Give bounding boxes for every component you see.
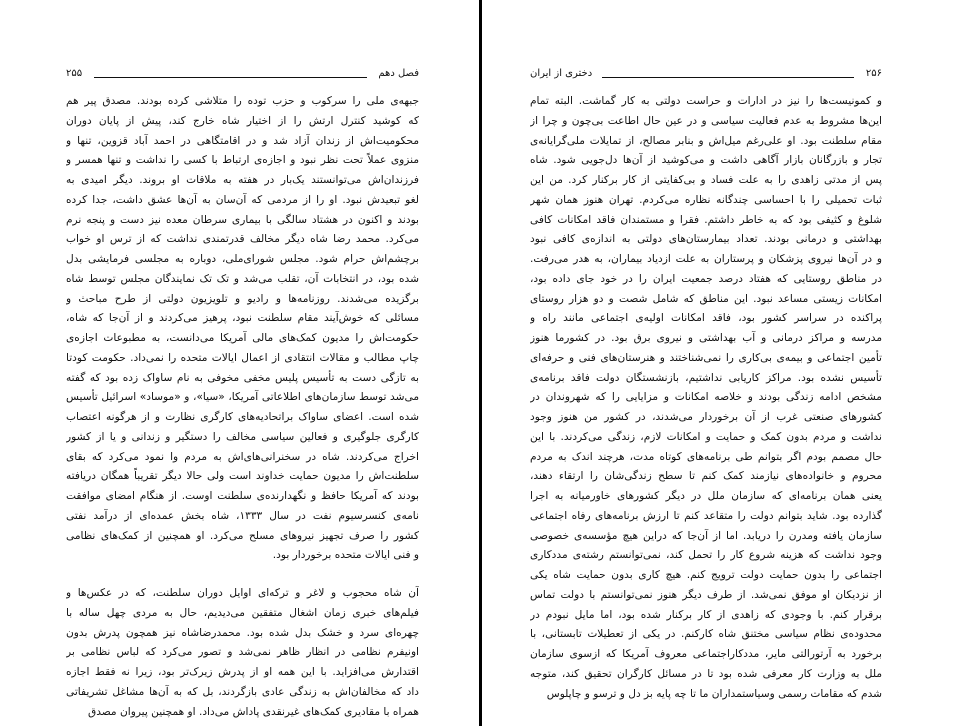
text-line: این‌ها مشروط به عدم فعالیت سیاسی و در عین حال اطاعت بی‌چون و چرا از [530, 114, 882, 127]
text-line: حکومت‌اش را مدیون کمک‌های مالی آمریکا می‌دانست، به مطبوعات اجازه‌ی [66, 332, 419, 344]
text-line: اخراج می‌کردند. شاه در سخنرانی‌های‌اش به مردم وا نمود می‌کرد که بقای [66, 450, 419, 463]
text-line: و فنی ایالات متحده برخوردار بود. [272, 549, 419, 562]
right-page-body [530, 92, 882, 704]
text-line: اجتماعی را بدون حمایت دولت ترویج کنم. هیچ کاری بدون حمایت شاه یکی [530, 569, 882, 581]
text-line: به تازگی دست به تأسیس پلیس مخفی مخوفی به نام ساواک زده بود که گفته [66, 371, 419, 384]
text-line: شده است. اعضای ساواک براتحادیه‌های کارگری نظارت و از هرگونه اعتصاب [66, 411, 419, 423]
text-line: اقتدارش می‌افزاید. با این همه او از پدرش زیرک‌تر بود، زیرا نه فقط اجازه [66, 666, 419, 678]
text-line: در مناطق روستایی که هفتاد درصد جمعیت ایران را در خود جای داده بود، [530, 272, 882, 285]
text-line: ملل به وزارت کار معرفی شده بود تا در مسائل کارگران تحقیق کند، متوجه [530, 667, 882, 680]
text-line: جبهه‌ی ملی را سرکوب و حزب توده را متلاشی کرده بودند. مصدق پیر هم [66, 95, 419, 107]
text-line: شدم که مقامات رسمی وسیاستمداران ما تا چه پایه بز دل و ترسو و چاپلوس [546, 687, 882, 700]
text-line: اونیفرم نظامی در انظار ظاهر نمی‌شد و تصور می‌کرد که لباس نظامی بر [66, 646, 419, 659]
text-line: مدرسه و مراکز درمانی و آب بهداشتی و نیروی برق بود. در کشورما هنوز [530, 332, 882, 344]
text-line: که کوشید کنترل ارتش را از اختیار شاه خارج کند، پیش از پایان دوران [66, 114, 419, 127]
text-line: و در آن‌ها نیروی پزشکان و پرستاران به علت ازدیاد بیماران، به هدر می‌رفت. [530, 253, 882, 265]
text-line: شلوغ و کثیفی بود که به خاطر داشتم. فقرا و مستمندان فاقد امکانات کافی [530, 213, 882, 226]
left-header-rule [94, 77, 367, 78]
text-line: تجار و بازرگانان بازار آگاهی داشت و می‌کوشید از آن‌ها دل‌جویی شود. شاه [530, 154, 882, 167]
text-line: همراه با مقادیری کمک‌های غیرنقدی پاداش می‌داد. او همچنین پیروان مصدق [87, 705, 419, 718]
text-line: آن شاه محجوب و لاغر و ترکه‌ای اوایل دوران سلطنت، که در عکس‌ها و [66, 587, 419, 599]
text-line: حال مصمم بودم اگر بتوانم طی برنامه‌های کوتاه مدت، هرچند اندک به مردم [530, 450, 882, 463]
text-line: برقرار کنم. با وجودی که زاهدی از کار برکنار شده بود، اما مایل نبودم در [530, 608, 882, 621]
text-line: و کمونیست‌ها را نیز در ادارات و حراست دولتی به کار گماشت. البته تمام [530, 95, 882, 107]
text-line: گذارده بود. شاید بتوانم دولت را متقاعد کنم تا ارزش برنامه‌های رفاه اجتماعی [530, 509, 882, 522]
text-line: بودند و اکنون در هشتاد سالگی با بیماری سرطان معده نیز دست و پنجه نرم [66, 213, 419, 226]
text-line: پس از مدتی زاهدی را به علت فساد و بی‌کفایتی از کار برکنار کرد. من این [530, 174, 882, 186]
text-line: مسائلی که خوش‌آیند مقام سلطنت نبود، پرهیز می‌کردند و از آن‌جا که شاه، [66, 312, 419, 325]
text-line: می‌کرد. محمد رضا شاه دیگر مخالف قدرتمندی نداشت که از ترس او خواب [66, 233, 419, 246]
text-line: امکانات زیستی مساعد نبود. این مناطق که شامل شصت و دو هزار روستای [530, 292, 882, 305]
text-line: شده بود، در انتخابات آن، تقلب می‌شد و تک تک نمایندگان مجلس توسط شاه [66, 272, 419, 285]
text-line: تأمین اجتماعی و بیمه‌ی بی‌کاری را نمی‌شناختند و هنرستان‌های فنی و حرفه‌ای [530, 351, 882, 364]
text-line: کشورهای صنعتی غرب از آن برخوردار می‌شدند، در کشور من هنوز وجود [530, 411, 882, 423]
text-line: لغو تبعیدش نبود. او را از مردمی که آن‌سان به آن‌ها عشق داشت، جدا کرده [66, 193, 419, 206]
text-line: نداشت و مردم بدون کمک و حمایت و امکانات لازم، زندگی می‌کردند. با این [530, 430, 882, 443]
text-line: برچشم‌اش حرام شود. مجلس شورای‌ملی، دوباره به مجلسی فرمایشی بدل [66, 253, 419, 265]
right-page-number: ۲۵۶ [865, 68, 882, 79]
right-page-header [530, 66, 882, 82]
text-line: سازمان یافته ومدرن را دریابد. اما از آن‌جا که دراین هیچ مؤسسه‌ی خصوصی [530, 529, 882, 542]
text-line: برگزیده می‌شدند. روزنامه‌ها و رادیو و تلویزیون دولتی از طرح مباحث و [66, 292, 419, 305]
paragraph-gap [66, 566, 419, 584]
text-line: از نزدیکان او موفق نمی‌شد. از طرف دیگر هنوز نمی‌توانستم با دولت تماس [530, 588, 882, 601]
text-line: یعنی همان برنامه‌ای که سازمان ملل در دیگر کشورهای خاورمیانه به اجرا [530, 490, 882, 502]
text-line: محروم و خانواده‌های نیازمند کمک کنم تا سطح زندگی‌شان را ارتقاء دهند، [530, 470, 882, 483]
right-page [482, 0, 955, 726]
text-line: بودند که آمریکا حافظ و نگهدارنده‌ی سلطنت اوست. از هنگام امضای موافقت [66, 490, 419, 502]
text-line: فرزندان‌اش می‌توانستند یک‌بار در هفته به ملاقات او بروند. دیگر امیدی به [66, 174, 419, 186]
text-line: فیلم‌های خبری زمان اشغال متفقین می‌دیدیم، حال به مردی چهل ساله با [66, 606, 419, 619]
text-line: برخورد به آرتورالتی مایر، مددکاراجتماعی معروف آمریکا که ازسوی سازمان [530, 648, 882, 660]
left-page-header [66, 66, 419, 82]
text-line: نامه‌ی کنسرسیوم نفت در سال ۱۳۳۳، شاه بخش عمده‌ای از درآمد نفتی [66, 509, 419, 522]
left-page-body [66, 92, 419, 722]
right-header-rule [602, 77, 854, 78]
text-line: کشور را صرف تجهیز نیروهای مسلح می‌کرد. او همچنین از کمک‌های نظامی [66, 529, 419, 542]
text-line: داد که مخالفان‌اش به زندگی عادی بازگردند، بل که به آن‌ها مشاغل تشریفاتی [66, 685, 419, 698]
right-book-title: دختری از ایران [530, 68, 593, 79]
left-chapter-title: فصل دهم [378, 68, 419, 79]
text-line: بهداشتی و درمانی بودند. تعداد بیمارستان‌های دولتی به اندازه‌ی کافی نبود [530, 233, 882, 246]
left-page-number: ۲۵۵ [66, 68, 83, 79]
text-line: می‌شد توسط سازمان‌های اطلاعاتی آمریکا، «سیا»، و «موساد» اسرائیل تأسیس [66, 391, 419, 404]
text-line: محدوده‌ی نظام سیاسی مختنق شاه کارکنم. در یکی از تعطیلات تابستانی، با [530, 628, 882, 641]
text-line: کارگری جلوگیری و فعالین سیاسی مخالف را دستگیر و زندانی و یا از کشور [66, 430, 419, 443]
text-line: پراکنده در سراسر کشور بود، فاقد امکانات اولیه‌ی اجتماعی مانند راه و [530, 312, 882, 325]
text-line: سلطنت‌اش را مدیون حمایت خداوند است ولی حالا دیگر تقریباً همگان دریافته [66, 470, 419, 483]
text-line: تأسیس نشده بود. مراکز کاریابی نداشتیم، بازنشستگان دولت فاقد برنامه‌ی [530, 371, 882, 384]
text-line: چهره‌ای سرد و خشک بدل شده بود. محمدرضاشاه نیز همچون پدرش بدون [66, 626, 419, 639]
text-line: مقام سلطنت بود. او علی‌رغم میل‌اش و بنابر مصالح، از تمایلات ملی‌گرایانه‌ی [530, 134, 882, 147]
text-line: ثبات تحمیلی را با احساسی چندگانه نظاره می‌کردم. تهران هنوز همان شهر [530, 193, 882, 206]
text-line: محکومیت‌اش از زندان آزاد شد و در اقامتگاهی در احمد آباد قزوین، تنها و [66, 134, 419, 147]
text-line: مشخص ادامه زندگی بودند و خلاصه امکانات و مزایایی را که شهروندان در [530, 391, 882, 404]
text-line: منزوی عملاً تحت نظر نبود و اجازه‌ی ارتباط با کسی را نداشت و تنها همسر و [66, 154, 419, 167]
text-line: وجود نداشت که هزینه شروع کار را تحمل کند، نمی‌توانستم رشته‌ی مددکاری [530, 549, 882, 562]
text-line: چاپ مطالب و مقالات انتقادی از اعمال ایالات متحده را نمی‌داد. حکومت کودتا [66, 351, 419, 364]
